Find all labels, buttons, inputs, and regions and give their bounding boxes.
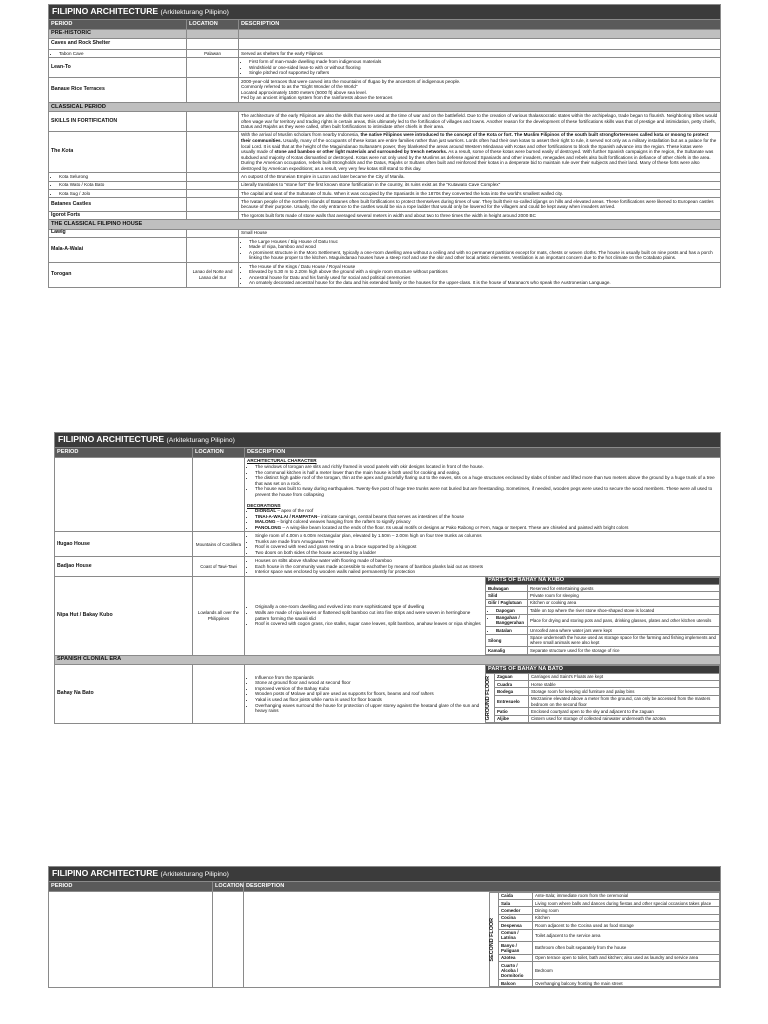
table-row (49, 891, 721, 988)
table-row: Lawig Small House (49, 229, 721, 237)
page-3 (0, 866, 768, 1024)
section-spanish: SPANISH CLONIAL ERA (55, 655, 721, 665)
table-row: • Tabon Cave Palawan Served as shelters for the early Filipinos (49, 50, 721, 58)
page-2 (0, 432, 768, 856)
col-period: PERIOD (49, 20, 187, 30)
table-row: Nipa Hut / Bakay Kubo Lowlands all over the Philippines • Originally a one-room dwelling and evolved into more sophisticated type of dwelling • Walls are made of nipa leaves or flattened split bamboo cut into fine strips and were woven in herringbone pattern forming the sawali slid • Roof is covered with cogon grass, rice stalks, sugar cane leaves, split bamboo, anahaw leaves or nipa shingles PARTS OF BAHAY NA KUBO Bulwagan Reserved for entertaining guests Silid Private room for sleeping Gilir / Paglutuan Kitchen or cooking area • Dapogan Table on top where the river stone shoe-shaped stove is located • Bangahan / Banggerahan Place for drying and storing pots and pans, drinking glasses, plates and other kitchen utensils • Batalan Unroofed area where water jars were kept Silong Space underneath the house used as storage space for the farming and fishing implements and where small animals were also kept Kamalig Separate structure used for the storage of rice (55, 576, 721, 655)
page-1 (0, 4, 768, 424)
col-description: DESCRIPTION (239, 20, 721, 30)
kubo-parts-table: PARTS OF BAHAY NA KUBO Bulwagan Reserved for entertaining guests Silid Private room for sleeping Gilir / Paglutuan Kitchen or cooking area • Dapogan Table on top where the river stone shoe-shaped stove is located • Bangahan / Banggerahan Place for drying and storing pots and pans, drinking glasses, plates and other kitchen utensils • Batalan Unroofed area where water jars were kept Silong Space underneath the house used as storage space for the farming and fishing implements and where small animals were also kept Kamalig Separate structure used for the storage of rice (485, 577, 720, 655)
section-prehistoric: PRE-HISTORIC (49, 29, 187, 39)
section-classical: CLASSICAL PERIOD (49, 102, 721, 112)
table-row: Igorot Forts The Igorots built forts made of stone walls that averaged several meters in width and about two to three times the width in height around 2000 BC (49, 211, 721, 219)
section-classical-house: THE CLASSICAL FILIPINO HOUSE (49, 219, 721, 229)
table-page-3: FILIPINO ARCHITECTURE (Arkitekturang Pilipino) PERIOD LOCATION DESCRIPTION SECOND FLOOR Caida Ante-Sala; immediate room from the ceremonial Sala Living room where balls and dances during fiestas and other special occasions takes place Comedor Dining room Cocina Kitchen Despensa Room adjacent to the Cocina used as food storage Comun / Latrina Toilet adjacent to the service area Banyo / Paliguan Bathroom often built separately from the house Azotea Open terrace open to toilet, bath and kitchen; also used as laundry and service area Cuarto / Alcoba / Dormitorio Bedroom Balcon Overhanging balcony fronting the main street (48, 866, 721, 988)
table-row: Batanes Castles The Ivatan people of the northern islands of Batanes often built fortifications to protect themselves during times of war. They built their so-called idjangs on hills and elevated areas. These fortifications were likened to European castles because of their purpose. Usually, the only entrance to the castles would be via a rope ladder that would only be lowered for the villagers and could be kept away when invaders arrived. (49, 198, 721, 212)
table-row: Ifugao House Mountains of Cordillera • Single room of 4.00m x 6.00m rectangular plan, elevated by 1.50m – 2.00m high on four tree trunks as columns • Trunks are made from Amugawan Tree • Roof is covered with reed and grass resting on a brace supported by a kingpost • Two doors on both sides of the house accessed by a ladder (55, 532, 721, 557)
page-title: FILIPINO ARCHITECTURE (Arkitekturang Pilipino) (49, 5, 721, 20)
table-row: Mala-A-Walai • The Large Houses / Big House of Datu Inuc • Made of nipa, bamboo and wood • A prominent structure in the Moro Settlement, typically a one-room dwelling area without a ceiling and with no permanent partitions except for mats, chests or woven cloths. The house is usually built on nine posts and has a porch linking the house proper to the kitchen. Maguindanao houses have a steep roof and use the okir and other local artistic elements. Ventilation is an important concern due to the hot climate on the Cotabato plains. (49, 237, 721, 262)
col-location: LOCATION (187, 20, 239, 30)
table-row: • Kota Selurong An outpost of the Bruneian Empire in Luzon and later became the City of Manila. (49, 173, 721, 181)
second-floor-parts-table: SECOND FLOOR Caida Ante-Sala; immediate room from the ceremonial Sala Living room where balls and dances during fiestas and other special occasions takes place Comedor Dining room Cocina Kitchen Despensa Room adjacent to the Cocina used as food storage Comun / Latrina Toilet adjacent to the service area Banyo / Paliguan Bathroom often built separately from the house Azotea Open terrace open to toilet, bath and kitchen; also used as laundry and service area Cuarto / Alcoba / Dormitorio Bedroom Balcon Overhanging balcony fronting the main street (489, 892, 720, 988)
table-row: • Kota Wato / Kota Bato Literally translates to "stone fort" the first known stone fortification in the country, its ruins exist as the "Kutawato Cave Complex" (49, 181, 721, 189)
table-page-1 (48, 4, 721, 288)
bato-parts-table: PARTS OF BAHAY NA BATO GROUND FLOOR Zaguan Carriages and Saint's Floats are kept Cuadra Horse stable Bodega Storage room for keeping old furniture and palay bins Entresuelo Mezzanine elevated above a meter from the ground, can only be accessed from the masters bedroom on the second floor Patio Enclosed courtyard open to the sky and adjacent to the zaguan Aljibe Cistern used for storage of collected rainwater underneath the azotea (485, 665, 720, 723)
table-row: Lean-To • First form of man-made dwelling made from indigenous materials • Windshield or one-sided lean-to with or without flooring • Single pitched roof supported by rafters (49, 58, 721, 77)
second-floor-label: SECOND FLOOR (489, 917, 495, 962)
table-row: ARCHITECTURAL CHARACTER • The windows of torogan are slits and richly framed in wood panels with okir designs located in front of the house. • The communal kitchen is half a meter lower than the main house is both used for cooking and eating. • The distinct high gable roof of the torogan, thin at the apex and gracefully flaring out to the eaves, sits on a huge structures enclosed by slabs of timber and lifted more than two meters above the ground by a huge trunk of a tree that was set on a rock. • The house was built to sway during earthquakes. Twenty-five post of huge tree trunks were not buried but are freestanding. Sometimes, if needed, wooden pegs were used to secure the wood members. These were all used to prevent the house from collapsing DECORATIONS • DIONGAL – apex of the roof • TINAI-A-WALAI / RAMPATAN– intricate carvings, central beams that serves as intestines of the house • MALONG – bright colored weaves hanging from the rafters to signify privacy • PANOLONG – A wing-like beam located at the ends of the floor. Its usual motifs or designs ar Pako Rabong or Fern, Naga or Serpent. These are chiseled and painted with bright colors (55, 457, 721, 532)
table-row: SKILLS IN FORTIFICATION The architecture of the early Filipinos are also the skills that were used at the time of war and on the battlefield. Due to the creation of various thalassocratic states within the archipelago, trade began to flourish. Neighboring tribes would often wage war for territory and trading rights in certain areas, thiis ultimately led to the fortification of villages and towns. Another reason for the development of these fortifications skills was that of prestige and intimidation, petty chiefs, Datus and Rajahs as they were called, often built fortifications to intimidate other chiefs in their area. (49, 112, 721, 131)
ground-floor-label: GROUND FLOOR (485, 675, 491, 720)
table-row: Bahay Na Bato • Influence from the Spaniards • Stone at ground floor and wood at second floor • Improved version of the Bahay Kubo • Wooden posts of Molave and Ipil are used as supports for floors, beams and roof rafters • Yakal is used as floor joists while narra is used for floor boards • Overhanging eaves surround the house for protection of upper storey against the heatand glare of the sun and heavy rains PARTS OF BAHAY NA BATO GROUND FLOOR Zaguan Carriages and Saint's Floats are kept Cuadra Horse stable Bodega Storage room for keeping old furniture and palay bins Entresuelo Mezzanine elevated above a meter from the ground, can only be accessed from the masters bedroom on the second floor Patio Enclosed courtyard open to the sky and adjacent to the zaguan Aljibe Cistern used for storage of collected rainwater underneath the azotea (55, 665, 721, 724)
page-title: FILIPINO ARCHITECTURE (Arkitekturang Pilipino) (55, 433, 721, 448)
table-row: Torogan Lanao del Norte and Lanao del Sur • The House of the Kings / Datu House / Royal House • Elevated by 5.30 m to 2.20m high above the ground with a single room structure without partitions • Ancestral house for Datu and his family used for social and political ceremonies • An ornately decorated ancestral house for the datu and his extended family or the houses for the upper-class. It is the house of Maranao's who speak the Austronesian Language. (49, 262, 721, 287)
table-row: Banaue Rice Terraces 2000-year-old terraces that were carved into the mountains of Ifugao by the ancestors of indigenous people. Commonly referred to as the "Eight Wonder of the World" Located approximately 1500 meters (5000 ft) above sea level. Fed by an ancient irrigation system from the rainforests above the terraces (49, 77, 721, 102)
table-row: Badjao House Coast of Tawi-Tawi • Houses on stilts above shallow water with flooring made of bamboo • Each house in the community was made accessible to eachother by means of bamboo planks laid out as streets • Interior space was enclosed by wooden walls nailed permanently for protection (55, 557, 721, 576)
caves-heading: Caves and Rock Shelter (49, 39, 187, 50)
page-title: FILIPINO ARCHITECTURE (Arkitekturang Pilipino) (49, 867, 721, 882)
table-row: • Kota Sug / Jolo The capital and seat of the Sultanate of Sulu. When it was occupied by the Spaniards in the 1870s they converted the kota into the world's smallest walled city. (49, 189, 721, 197)
table-row: The Kota With the arrival of Muslim scholars from nearby Indonesia, the native Filipinos were introduced to the concept of the Kota or fort. The Muslim Filipinos of the south built strongforteresses called kota or moong to protect their communities. Usually, many of the occupants of these kotas are entire families rather than just warriors. Lords often had their own kotas to assert their right to rule, it served not only as a military installation but as a palace for the local Lord. It is said that at the height of the Maguindanao Sultanate's power, they blanketed the areas around Western Mindanao with Kotas and other fortifications to block the Spanish advance into the region. These kotas were usually made of stone and bamboo or other light materials and surrounded by trench networks. As a result, some of these kotas were burned easily of destroyed. With further Spanish campaigns in the region, the Sultanate was subdued and majority of Kotas dismantled or destroyed. Kotas were not only used by the Muslims as defense against Spaniards and other invaders, renegades and rebels also built fortifications in defiance of other chiefs in the area. During the American occupation, rebels built strongholds and the Datus, Rajahs or Sultans often built and reinforced their kotas in a desperate bid to maintain rule over their subjects and their land. Many of these forts were also destroyed by American expeditions; as a result, very very few kotas still stand to this day. (49, 131, 721, 173)
table-page-2: FILIPINO ARCHITECTURE (Arkitekturang Pilipino) PERIOD LOCATION DESCRIPTION ARCHITECTURAL CHARACTER • The windows of torogan are slits and richly framed in wood panels with okir designs located in front of the house. • The communal kitchen is half a meter lower than the main house is both used for cooking and eating. • The distinct high gable roof of the torogan, thin at the apex and gracefully flaring out to the eaves, sits on a huge structures enclosed by slabs of timber and lifted more than two meters above the ground by a huge trunk of a tree that was set on a rock. • The house was built to sway during earthquakes. Twenty-five post of huge tree trunks were not buried but are freestanding. Sometimes, if needed, wooden pegs were used to secure the wood members. These were all used to prevent the house from collapsing DECORATIONS • DIONGAL – apex of the roof • TINAI-A-WALAI / RAMPATAN– intricate carvings, central beams that serves as intestines of the house • MALONG – bright colored weaves hanging from the rafters to signify privacy • PANOLONG – A wing-like beam located at the ends of the floor. Its usual motifs or designs ar Pako Rabong or Fern, Naga or Serpent. These are chiseled and painted with bright colors Ifugao House Mountains of Cordillera • Single room of 4.00m x 6.00m rectangular plan, elevated by 1.50m – 2.00m high on four tree trunks as columns • Trunks are made from Amugawan Tree • Roof is covered with reed and grass resting on a brace supported by a kingpost • Two doors on both sides of the house accessed by a ladder Badjao House Coast of Tawi-Tawi • Houses on stilts above shallow water with flooring made of bamboo • Each house in the community was made accessible to eachother by means of bamboo planks laid out as streets • Interior space was enclosed by wooden walls nailed permanently for protection Nipa Hut / Bakay Kubo Lowlands all over the Philippines • Originally a one-room dwelling and evolved into more sophisticated type of dwelling • Walls are made of nipa leaves or flattened split bamboo cut into fine strips and were woven in herringbone pattern forming the sawali slid • Roof is covered with cogon grass, rice stalks, sugar cane leaves, split bamboo, anahaw leaves or nipa shingles PARTS OF BAHAY NA KUBO Bulwagan Reserved for entertaining guests Silid Private room for sleeping Gilir / Paglutuan Kitchen or cooking area • Dapogan Table on top where the river stone shoe-shaped stove is located • Bangahan / Banggerahan Place for drying and storing pots and pans, drinking glasses, plates and other kitchen utensils • Batalan Unroofed area where water jars were kept Silong Space underneath the house used as storage space for the farming and fishing implements and where small animals were also kept Kamalig Separate structure used for the storage of rice SPANISH CLONIAL ERA Bahay Na Bato • Influence from the Spaniards • Stone at ground floor and wood at second floor • Improved version of the Bahay Kubo • Wooden posts of Molave and Ipil are used as supports for floors, beams and roof rafters • Yakal is used as floor joists while narra is used for floor boards • Overhanging eaves surround the house for protection of upper storey against the heatand glare of the sun and heavy rains PARTS OF BAHAY NA BATO GROUND FLOOR Zaguan Carriages and Saint's Floats are kept Cuadra Horse stable Bodega Storage room for keeping old furniture and palay bins Entresuelo Mezzanine elevated above a meter from the ground, can only be accessed from the masters bedroom on the second floor Patio Enclosed courtyard open to the sky and adjacent to the zaguan Aljibe Cistern used for storage of collected rainwater underneath the azotea (54, 432, 721, 724)
